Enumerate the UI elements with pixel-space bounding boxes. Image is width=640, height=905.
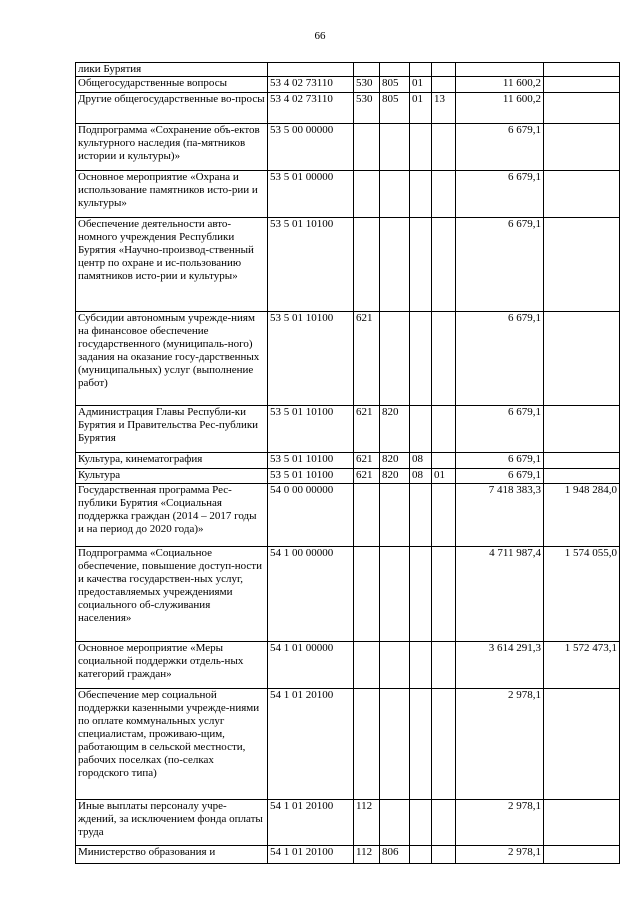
row-vr-cell: 530 [354, 93, 380, 124]
table-row [76, 453, 620, 469]
table-row [76, 312, 620, 406]
row-code-cell: 53 5 01 10100 [268, 469, 354, 484]
row-code-cell: 53 5 01 00000 [268, 171, 354, 218]
row-grbs-cell [380, 312, 410, 406]
page-number: 66 [314, 30, 326, 42]
row-sum1-cell: 2 978,1 [456, 846, 544, 864]
table-body [76, 63, 620, 864]
table-row [76, 469, 620, 484]
row-pr-cell: 01 [432, 469, 456, 484]
row-pr-cell [432, 453, 456, 469]
row-rz-cell: 01 [410, 93, 432, 124]
row-name-cell: Другие общегосударственные во-просы [76, 93, 268, 124]
row-pr-cell [432, 642, 456, 689]
row-vr-cell: 621 [354, 453, 380, 469]
row-name-cell: Подпрограмма «Сохранение объ-ектов культурного наследия (па-мятников истории и культуры)» [76, 124, 268, 171]
row-vr-cell: 530 [354, 77, 380, 93]
row-name-cell: Культура [76, 469, 268, 484]
row-grbs-cell [380, 547, 410, 642]
row-rz-cell [410, 800, 432, 846]
row-code-cell: 54 1 01 20100 [268, 846, 354, 864]
row-grbs-cell: 805 [380, 93, 410, 124]
table-row [76, 63, 620, 77]
row-sum1-cell: 6 679,1 [456, 218, 544, 312]
row-sum1-cell: 11 600,2 [456, 93, 544, 124]
row-name-cell: Подпрограмма «Социальное обеспечение, повышение доступ-ности и качества государствен-ных услуг, предоставляемых учреждениями социального об-служивания населения» [76, 547, 268, 642]
row-vr-cell: 112 [354, 846, 380, 864]
row-sum1-cell: 3 614 291,3 [456, 642, 544, 689]
row-sum2-cell [544, 218, 620, 312]
row-rz-cell [410, 124, 432, 171]
row-grbs-cell: 820 [380, 453, 410, 469]
row-name-cell: лики Бурятия [76, 63, 268, 77]
row-grbs-cell: 820 [380, 469, 410, 484]
row-pr-cell [432, 689, 456, 800]
row-rz-cell [410, 312, 432, 406]
table-row [76, 93, 620, 124]
row-name-cell: Культура, кинематография [76, 453, 268, 469]
row-vr-cell: 112 [354, 800, 380, 846]
row-pr-cell [432, 77, 456, 93]
row-sum2-cell [544, 800, 620, 846]
row-sum1-cell: 6 679,1 [456, 312, 544, 406]
row-grbs-cell: 806 [380, 846, 410, 864]
row-vr-cell [354, 547, 380, 642]
row-vr-cell [354, 642, 380, 689]
row-vr-cell [354, 484, 380, 547]
table-row [76, 642, 620, 689]
row-sum2-cell [544, 63, 620, 77]
row-sum2-cell [544, 312, 620, 406]
row-rz-cell [410, 846, 432, 864]
row-name-cell: Субсидии автономным учрежде-ниям на финансовое обеспечение государственного (муниципаль-ного) задания на оказание госу-дарственных (муниципальных) услуг (выполнение работ) [76, 312, 268, 406]
row-pr-cell [432, 846, 456, 864]
row-vr-cell [354, 63, 380, 77]
row-grbs-cell [380, 642, 410, 689]
row-grbs-cell [380, 484, 410, 547]
row-sum2-cell [544, 93, 620, 124]
row-sum1-cell [456, 63, 544, 77]
row-rz-cell [410, 218, 432, 312]
row-sum1-cell: 6 679,1 [456, 124, 544, 171]
row-sum1-cell: 2 978,1 [456, 800, 544, 846]
row-pr-cell [432, 218, 456, 312]
row-code-cell: 53 4 02 73110 [268, 77, 354, 93]
row-sum1-cell: 11 600,2 [456, 77, 544, 93]
row-name-cell: Государственная программа Рес-публики Бурятия «Социальная поддержка граждан (2014 – 2017 годы и на период до 2020 года)» [76, 484, 268, 547]
row-rz-cell: 01 [410, 77, 432, 93]
row-code-cell: 54 1 01 20100 [268, 689, 354, 800]
row-rz-cell [410, 689, 432, 800]
row-sum2-cell [544, 406, 620, 453]
row-grbs-cell [380, 218, 410, 312]
table-row [76, 846, 620, 864]
row-pr-cell [432, 800, 456, 846]
table-row [76, 547, 620, 642]
row-pr-cell: 13 [432, 93, 456, 124]
row-sum1-cell: 6 679,1 [456, 453, 544, 469]
row-code-cell: 54 0 00 00000 [268, 484, 354, 547]
row-grbs-cell [380, 171, 410, 218]
row-code-cell: 54 1 00 00000 [268, 547, 354, 642]
row-vr-cell [354, 689, 380, 800]
row-grbs-cell: 820 [380, 406, 410, 453]
row-vr-cell [354, 171, 380, 218]
row-code-cell: 53 5 00 00000 [268, 124, 354, 171]
row-name-cell: Администрация Главы Республи-ки Бурятия и Правительства Рес-публики Бурятия [76, 406, 268, 453]
row-name-cell: Министерство образования и [76, 846, 268, 864]
row-pr-cell [432, 171, 456, 218]
row-code-cell: 53 5 01 10100 [268, 218, 354, 312]
row-grbs-cell [380, 689, 410, 800]
row-sum2-cell [544, 689, 620, 800]
row-name-cell: Общегосударственные вопросы [76, 77, 268, 93]
row-rz-cell [410, 642, 432, 689]
row-code-cell: 53 5 01 10100 [268, 453, 354, 469]
row-pr-cell [432, 63, 456, 77]
table-row [76, 218, 620, 312]
table-row [76, 800, 620, 846]
row-sum1-cell: 6 679,1 [456, 406, 544, 453]
row-name-cell: Основное мероприятие «Меры социальной поддержки отдель-ных категорий граждан» [76, 642, 268, 689]
row-sum2-cell: 1 574 055,0 [544, 547, 620, 642]
table-row [76, 406, 620, 453]
row-pr-cell [432, 124, 456, 171]
row-code-cell: 54 1 01 20100 [268, 800, 354, 846]
row-rz-cell [410, 406, 432, 453]
row-code-cell [268, 63, 354, 77]
table-row [76, 484, 620, 547]
row-sum2-cell [544, 124, 620, 171]
row-pr-cell [432, 406, 456, 453]
row-vr-cell: 621 [354, 312, 380, 406]
row-sum1-cell: 6 679,1 [456, 171, 544, 218]
row-pr-cell [432, 484, 456, 547]
row-rz-cell [410, 547, 432, 642]
row-sum2-cell [544, 77, 620, 93]
table-row [76, 77, 620, 93]
row-name-cell: Основное мероприятие «Охрана и использование памятников исто-рии и культуры» [76, 171, 268, 218]
row-grbs-cell [380, 124, 410, 171]
row-pr-cell [432, 547, 456, 642]
table-row [76, 124, 620, 171]
row-sum2-cell [544, 171, 620, 218]
row-vr-cell: 621 [354, 469, 380, 484]
row-rz-cell: 08 [410, 453, 432, 469]
row-rz-cell: 08 [410, 469, 432, 484]
row-grbs-cell: 805 [380, 77, 410, 93]
row-rz-cell [410, 484, 432, 547]
row-sum2-cell [544, 453, 620, 469]
row-sum1-cell: 7 418 383,3 [456, 484, 544, 547]
row-sum2-cell: 1 572 473,1 [544, 642, 620, 689]
row-name-cell: Иные выплаты персоналу учре-ждений, за исключением фонда оплаты труда [76, 800, 268, 846]
row-code-cell: 54 1 01 00000 [268, 642, 354, 689]
row-grbs-cell [380, 800, 410, 846]
row-vr-cell: 621 [354, 406, 380, 453]
row-sum2-cell [544, 469, 620, 484]
row-sum1-cell: 6 679,1 [456, 469, 544, 484]
budget-table [75, 62, 620, 864]
row-code-cell: 53 5 01 10100 [268, 312, 354, 406]
row-name-cell: Обеспечение мер социальной поддержки казенными учрежде-ниями по оплате коммунальных услуг специалистам, проживаю-щим, работающим в сельской местности, рабочих поселках (по-селках городского типа) [76, 689, 268, 800]
row-sum1-cell: 4 711 987,4 [456, 547, 544, 642]
row-sum1-cell: 2 978,1 [456, 689, 544, 800]
row-sum2-cell: 1 948 284,0 [544, 484, 620, 547]
row-rz-cell [410, 63, 432, 77]
row-sum2-cell [544, 846, 620, 864]
table-row [76, 171, 620, 218]
row-vr-cell [354, 218, 380, 312]
row-code-cell: 53 5 01 10100 [268, 406, 354, 453]
row-rz-cell [410, 171, 432, 218]
row-pr-cell [432, 312, 456, 406]
row-name-cell: Обеспечение деятельности авто-номного учреждения Республики Бурятия «Научно-производ-ственный центр по охране и ис-пользованию памятников исто-рии и культуры» [76, 218, 268, 312]
row-grbs-cell [380, 63, 410, 77]
table-row [76, 689, 620, 800]
row-vr-cell [354, 124, 380, 171]
row-code-cell: 53 4 02 73110 [268, 93, 354, 124]
